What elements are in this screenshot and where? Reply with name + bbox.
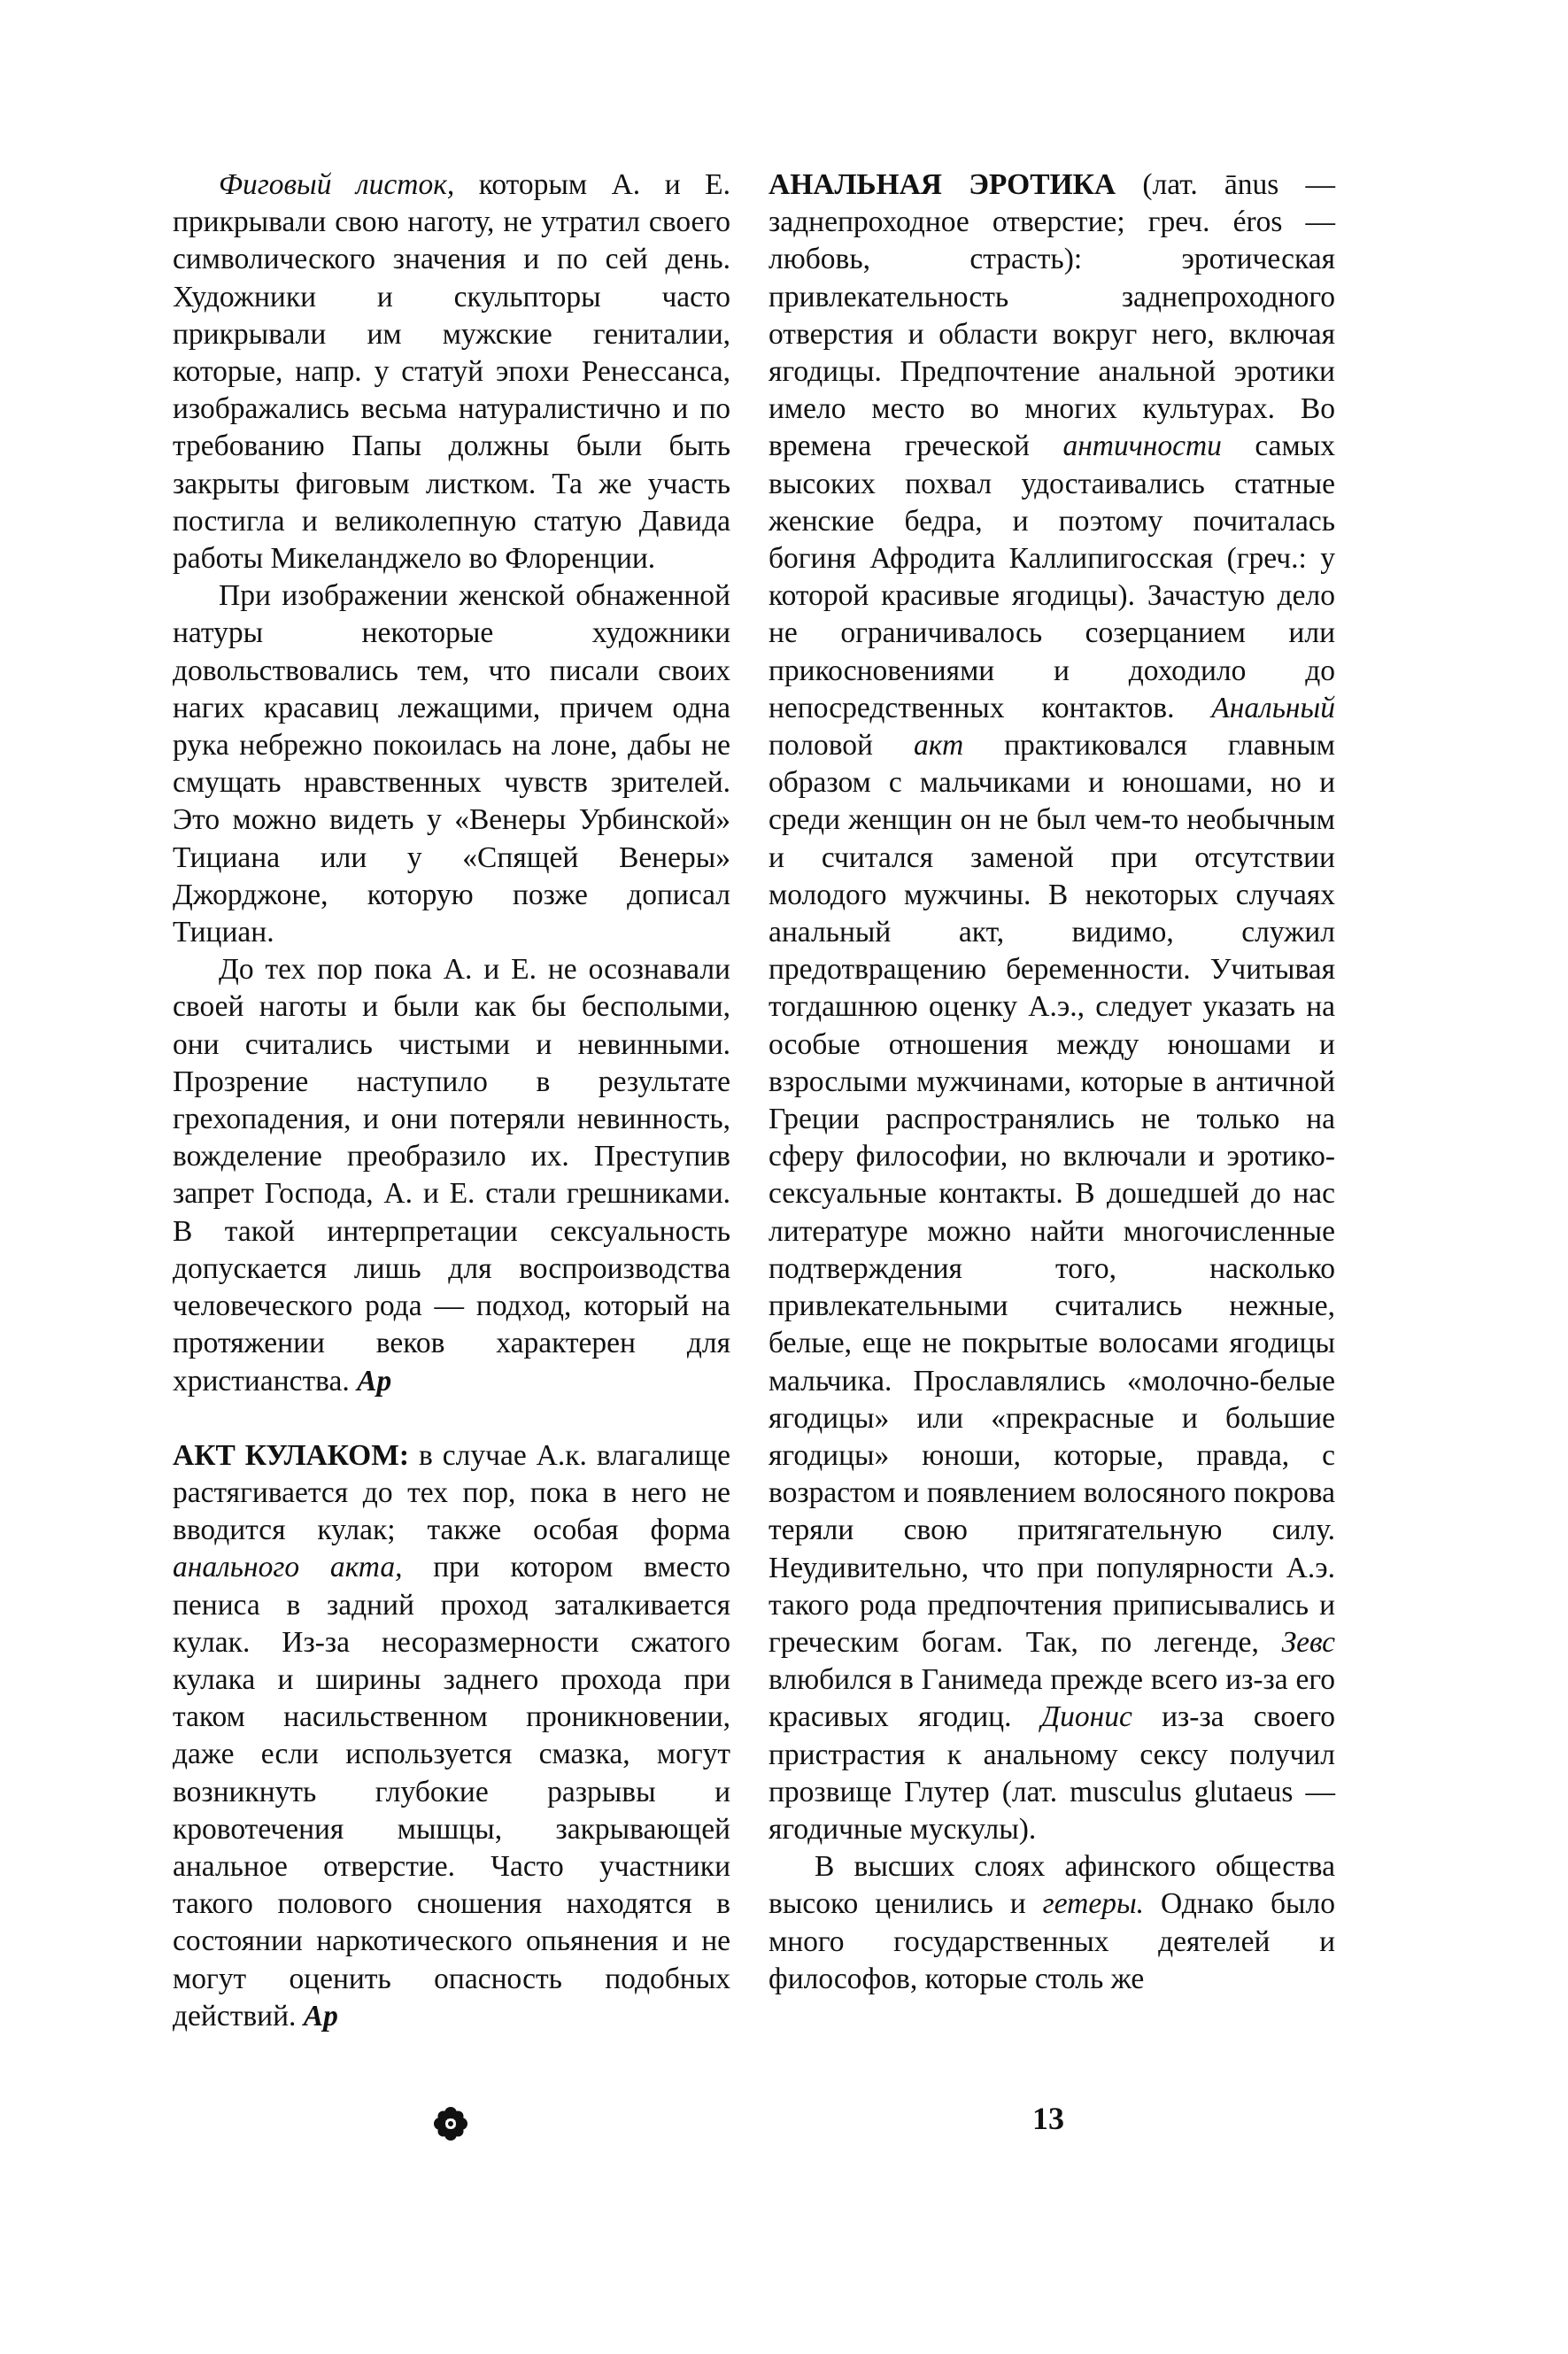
flower-ornament-icon xyxy=(433,2106,468,2141)
entry-heading: АНАЛЬНАЯ ЭРОТИКА xyxy=(769,168,1116,201)
cross-reference: акт xyxy=(913,729,964,763)
left-column xyxy=(173,166,730,2035)
cross-reference: античности xyxy=(1062,430,1222,463)
entry-text: при котором вместо пениса в задний проход заталкивается кулак. Из-за несоразмерности сжатого кулака и ширины заднего прохода при таком насильственном проникновении, даже если используется смазка, могут возникнуть глубокие разрывы и кровотечения мышцы, закрывающей анальное отверстие. Часто участники такого полового сношения находятся в состоянии наркотического опьянения и не могут оценить опасность подобных действий. xyxy=(173,1551,730,2033)
term-fig-leaf: Фиговый листок, xyxy=(219,168,455,201)
author-signature: Ар xyxy=(303,1999,338,2033)
paragraph-text: Однако было много государственных деятелей и философов, которые столь же xyxy=(769,1887,1336,1995)
cross-reference: Зевс xyxy=(1281,1625,1335,1659)
cross-reference: анального акта, xyxy=(173,1551,403,1584)
entry-text: в случае А.к. влагалище растягивается до тех пор, пока в него не вводится кулак; также особая форма xyxy=(173,1438,731,1547)
paragraph-text: которым А. и Е. прикрывали свою наготу, не утратил своего символического значения и по сей день. Художники и скульпторы часто прикрывали им мужские гениталии, которые, напр. у статуй эпохи Ренессанса, изображались весьма натуралистично и по требованию Папы должны были быть закрыты фиговым листком. Та же участь постигла и великолепную статую Давида работы Микеланджело во Флоренции. xyxy=(173,168,730,576)
entry-text: половой xyxy=(769,729,914,763)
entry-text: влюбился в Ганимеда прежде всего из-за его красивых ягодиц. xyxy=(769,1663,1335,1734)
cross-reference: Дионис xyxy=(1040,1700,1132,1734)
entry-text: из-за своего пристрастия к анальному сексу получил прозвище Глутер (лат. musculus glutaeus — ягодичные мускулы). xyxy=(769,1700,1335,1846)
entry-gap xyxy=(173,1400,730,1437)
paragraph-nude-art: При изображении женской обнаженной натуры некоторые художники довольствовались тем, что писали своих нагих красавиц лежащими, причем одна рука небрежно покоилась на лоне, дабы не смущать нравственных чувств зрителей. Это можно видеть у «Венеры Урбинской» Тициана или у «Спящей Венеры» Джорджоне, которую позже дописал Тициан. xyxy=(173,579,730,949)
cross-reference: Анальный xyxy=(1211,691,1335,724)
paragraph-innocence xyxy=(173,951,730,1399)
paragraph-athens xyxy=(769,1848,1335,1998)
entry-text: (лат. ānus — заднепроходное отверстие; греч. érоs — любовь, страсть): эротическая привлекательность заднепроходного отверстия и области вокруг него, включая ягодицы. Предпочтение анальной эротики имело место во многих культурах. Во времена греческой xyxy=(769,168,1335,463)
entry-heading: АКТ КУЛАКОМ: xyxy=(173,1438,410,1472)
author-signature: Ар xyxy=(357,1364,392,1398)
entry-text: практиковался главным образом с мальчиками и юношами, но и среди женщин он не был чем-то необычным и считался заменой при отсутствии молодого мужчины. В некоторых случаях анальный акт, видимо, служил предотвращению беременности. Учитывая тогдашнюю оценку А.э., следует указать на особые отношения между юношами и взрослыми мужчинами, которые в античной Греции распространялись не только на сферу философии, но включали и эротико-сексуальные контакты. В дошедшей до нас литературе можно найти многочисленные подтверждения того, насколько привлекательными считались нежные, белые, еще не покрытые волосами ягодицы мальчика. Прославлялись «молочно-белые ягодицы» или «прекрасные и большие ягодицы» юноши, которые, правда, с возрастом и появлением волосяного покрова теряли свою притягательную силу. Неудивительно, что при популярности А.э. такого рода предпочтения приписывались и греческим богам. Так, по легенде, xyxy=(769,729,1335,1659)
paragraph-text: До тех пор пока А. и Е. не осознавали своей наготы и были как бы бесполыми, они считались чистыми и невинными. Прозрение наступило в результате грехопадения, и они потеряли невинность, вожделение преобразило их. Преступив запрет Господа, А. и Е. стали грешниками. В такой интерпретации сексуальность допускается лишь для воспроизводства человеческого рода — подход, который на протяжении веков характерен для христианства. xyxy=(173,953,730,1398)
page-number: 13 xyxy=(1032,2101,1064,2136)
entry-anal-erotica xyxy=(769,166,1335,1848)
paragraph-fig-leaf xyxy=(173,166,730,577)
entry-text: самых высоких похвал удостаивались статные женские бедра, и поэтому почиталась богиня Афродита Каллипигосская (греч.: у которой красивые ягодицы). Зачастую дело не ограничивалось созерцанием или прикосновениями и доходило до непосредственных контактов. xyxy=(769,430,1335,724)
paragraph-text: В высших слоях афинского общества высоко ценились и xyxy=(769,1850,1335,1921)
cross-reference: гетеры. xyxy=(1042,1887,1145,1921)
right-column xyxy=(769,166,1335,1998)
entry-fist-act xyxy=(173,1437,730,2035)
